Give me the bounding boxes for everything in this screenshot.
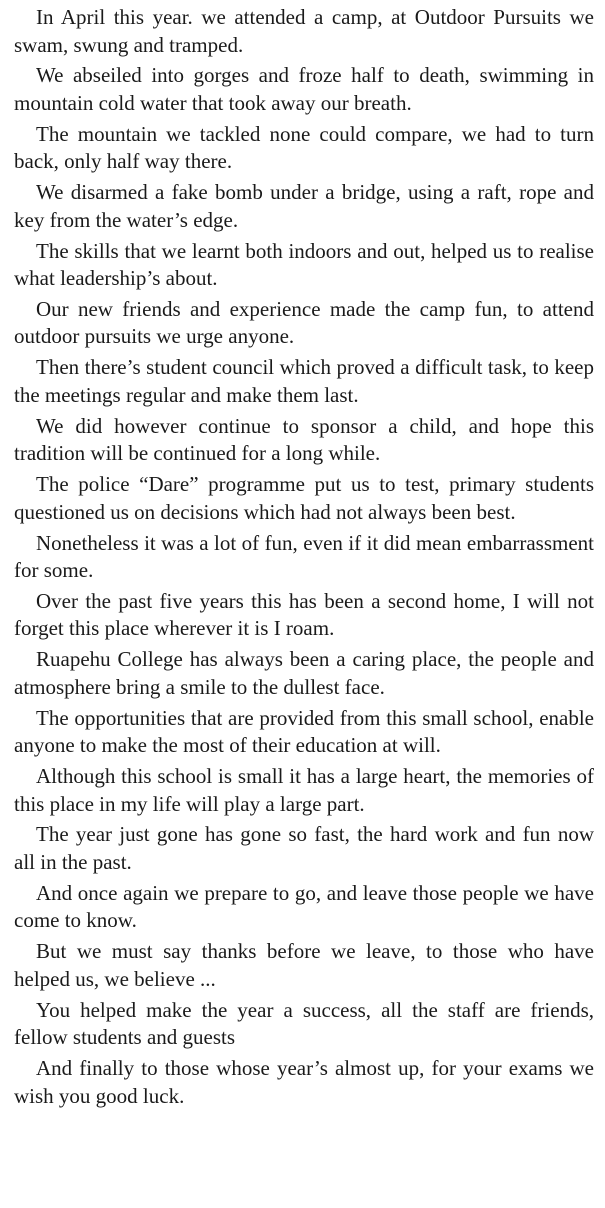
- paragraph: The mountain we tackled none could compare, we had to turn back, only half way there.: [14, 121, 594, 174]
- paragraph: We disarmed a fake bomb under a bridge, using a raft, rope and key from the water’s edge.: [14, 180, 594, 232]
- paragraph: Then there’s student council which proved a difficult task, to keep the meetings regular and make them last.: [14, 355, 594, 407]
- paragraph: The opportunities that are provided from this small school, enable anyone to make the most of their education at will.: [14, 705, 594, 758]
- paragraph: Our new friends and experience made the camp fun, to attend outdoor pursuits we urge anyone.: [14, 296, 594, 349]
- paragraph: In April this year. we attended a camp, at Outdoor Pursuits we swam, swung and tramped.: [14, 5, 594, 57]
- paragraph: The police “Dare” programme put us to test, primary students questioned us on decisions which had not always been best.: [14, 472, 594, 524]
- paragraph: Ruapehu College has always been a caring place, the people and atmosphere bring a smile to the dullest face.: [14, 647, 594, 699]
- paragraph: We did however continue to sponsor a child, and hope this tradition will be continued for a long while.: [14, 413, 594, 466]
- poem-text-body: [14, 4, 594, 1113]
- paragraph: You helped make the year a success, all the staff are friends, fellow students and guests: [14, 997, 594, 1050]
- paragraph: Over the past five years this has been a second home, I will not forget this place wherever it is I roam.: [14, 588, 594, 641]
- paragraph: Although this school is small it has a large heart, the memories of this place in my life will play a large part.: [14, 764, 594, 816]
- paragraph: The skills that we learnt both indoors and out, helped us to realise what leadership’s about.: [14, 238, 594, 291]
- paragraph: And finally to those whose year’s almost up, for your exams we wish you good luck.: [14, 1056, 594, 1108]
- paragraph: But we must say thanks before we leave, to those who have helped us, we believe ...: [14, 939, 594, 991]
- paragraph: The year just gone has gone so fast, the hard work and fun now all in the past.: [14, 822, 594, 874]
- paragraph: And once again we prepare to go, and leave those people we have come to know.: [14, 880, 594, 933]
- paragraph: We abseiled into gorges and froze half to death, swimming in mountain cold water that took away our breath.: [14, 63, 594, 115]
- paragraph: Nonetheless it was a lot of fun, even if it did mean embarrassment for some.: [14, 530, 594, 583]
